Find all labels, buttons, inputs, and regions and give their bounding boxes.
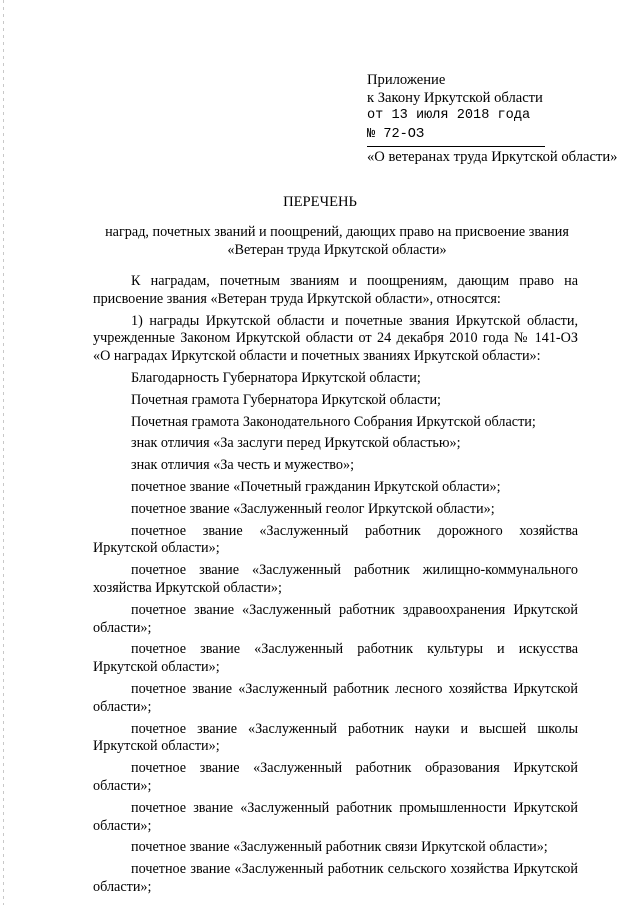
- document-body: [93, 273, 578, 901]
- appendix-date: от 13 июля 2018 года: [367, 108, 531, 124]
- award-item: Почетная грамота Губернатора Иркутской области;: [131, 391, 442, 408]
- award-item: знак отличия «За заслуги перед Иркутской областью»;: [131, 435, 461, 452]
- award-item: почетное звание «Заслуженный работник здравоохранения Иркутской области»;: [93, 601, 578, 636]
- award-item: почетное звание «Заслуженный работник культуры и искусства Иркутской области»;: [93, 641, 578, 676]
- intro-paragraph: К наградам, почетным званиям и поощрениям, дающим право на присвоение звания «Ветеран труда Иркутской области», относятся:: [93, 273, 578, 307]
- award-item: Благодарность Губернатора Иркутской области;: [131, 369, 421, 386]
- award-item: почетное звание «Заслуженный работник лесного хозяйства Иркутской области»;: [93, 680, 578, 715]
- award-item: почетное звание «Заслуженный работник науки и высшей школы Иркутской области»;: [93, 720, 578, 755]
- appendix-block: [367, 71, 617, 166]
- award-item: Почетная грамота Законодательного Собрания Иркутской области;: [131, 413, 536, 430]
- award-item: почетное звание «Заслуженный работник промышленности Иркутской области»;: [93, 799, 578, 834]
- appendix-law-title: «О ветеранах труда Иркутской области»: [367, 148, 618, 165]
- appendix-number: № 72-ОЗ: [367, 126, 425, 142]
- appendix-line: Приложение: [367, 72, 446, 88]
- award-item: почетное звание «Заслуженный геолог Иркутской области»;: [131, 500, 495, 517]
- document-subtitle: наград, почетных званий и поощрений, дающих право на присвоение звания «Ветеран труда Иркутской области»: [105, 224, 569, 259]
- award-item: почетное звание «Почетный гражданин Иркутской области»;: [131, 478, 501, 495]
- award-item: почетное звание «Заслуженный работник дорожного хозяйства Иркутской области»;: [93, 522, 578, 557]
- award-item: почетное звание «Заслуженный работник жилищно-коммунального хозяйства Иркутской области»;: [93, 562, 578, 596]
- appendix-rule: [367, 146, 545, 147]
- item-paragraph: 1) награды Иркутской области и почетные звания Иркутской области, учрежденные Законом Иркутской области от 24 декабря 2010 года № 141-ОЗ «О наградах Иркутской области и почетных званиях Иркутской области»:: [93, 312, 578, 365]
- award-item: почетное звание «Заслуженный работник сельского хозяйства Иркутской области»;: [93, 861, 578, 895]
- award-item: знак отличия «За честь и мужество»;: [131, 457, 355, 474]
- appendix-line: к Закону Иркутской области: [367, 90, 543, 107]
- award-item: почетное звание «Заслуженный работник связи Иркутской области»;: [131, 839, 548, 856]
- award-item: почетное звание «Заслуженный работник образования Иркутской области»;: [93, 760, 578, 794]
- document-title: ПЕРЕЧЕНЬ: [283, 194, 357, 210]
- scan-edge-mark: [3, 0, 4, 905]
